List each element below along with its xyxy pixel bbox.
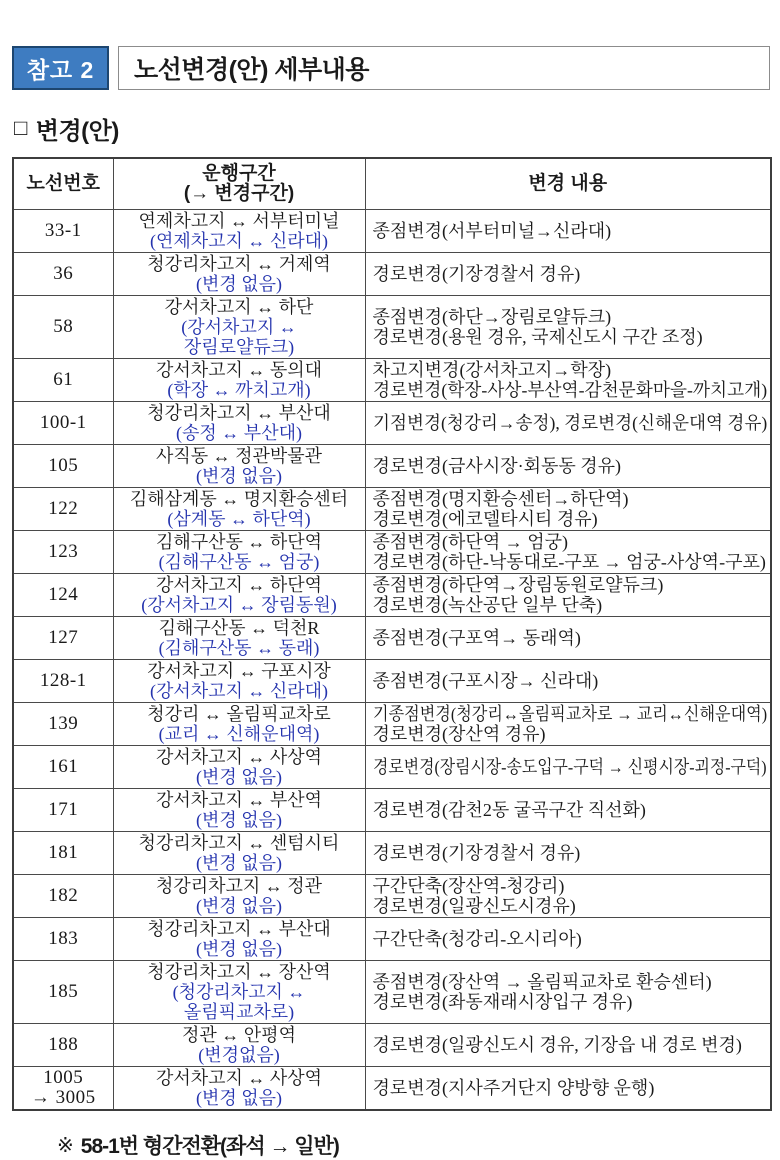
page-header bbox=[12, 46, 770, 90]
route-number: 1005 bbox=[43, 1067, 84, 1088]
changes-cell bbox=[365, 961, 771, 1024]
changes-cell bbox=[365, 789, 771, 832]
route-number: 61 bbox=[53, 369, 74, 390]
original-section: 사직동 ↔ 정관박물관 bbox=[155, 446, 323, 466]
changed-section: (변경없음) bbox=[198, 1045, 280, 1065]
change-item: 구간단축(장산역-청강리) bbox=[372, 876, 565, 896]
route-number: 105 bbox=[48, 455, 79, 476]
original-section: 연제차고지 ↔ 서부터미널 bbox=[138, 211, 340, 231]
original-section: 청강리차고지 ↔ 거제역 bbox=[147, 254, 331, 274]
change-item: 경로변경(일광신도시 경유, 기장읍 내 경로 변경) bbox=[372, 1035, 742, 1055]
change-item: 차고지변경(강서차고지→학장) bbox=[372, 360, 612, 380]
changed-section: (삼계동 ↔ 하단역) bbox=[167, 509, 311, 529]
changes-cell bbox=[365, 1067, 771, 1111]
route-number-cell bbox=[13, 1067, 113, 1111]
route-number-cell bbox=[13, 531, 113, 574]
changed-section: (강서차고지 ↔ 신라대) bbox=[149, 681, 329, 701]
section-cell bbox=[113, 210, 365, 253]
changes-cell bbox=[365, 402, 771, 445]
table-row bbox=[13, 210, 771, 253]
reference-badge-label: 참고 2 bbox=[26, 56, 95, 83]
changed-section: (변경 없음) bbox=[195, 853, 283, 873]
table-row bbox=[13, 660, 771, 703]
reference-mark-icon: ※ bbox=[57, 1134, 73, 1157]
change-item: 기종점변경(청강리↔올림픽교차로 → 교리↔신해운대역) bbox=[372, 704, 767, 724]
changes-cell bbox=[365, 1024, 771, 1067]
changed-section: (변경 없음) bbox=[195, 767, 283, 787]
change-item: 경로변경(감천2동 굴곡구간 직선화) bbox=[372, 800, 646, 820]
changes-cell bbox=[365, 488, 771, 531]
route-number: 58 bbox=[53, 316, 74, 337]
changed-section: (김해구산동 ↔ 엄궁) bbox=[158, 552, 320, 572]
change-item: 경로변경(금사시장·회동동 경유) bbox=[372, 456, 622, 476]
table-row bbox=[13, 1067, 771, 1111]
route-number: 185 bbox=[48, 981, 79, 1002]
changed-section: (김해구산동 ↔ 동래) bbox=[158, 638, 320, 658]
table-row bbox=[13, 918, 771, 961]
original-section: 청강리 ↔ 올림픽교차로 bbox=[147, 704, 331, 724]
table-header-row bbox=[13, 158, 771, 210]
route-number: 123 bbox=[48, 541, 79, 562]
route-number: 161 bbox=[48, 756, 79, 777]
changes-cell bbox=[365, 918, 771, 961]
route-number-cell bbox=[13, 746, 113, 789]
changes-cell bbox=[365, 574, 771, 617]
original-section: 강서차고지 ↔ 하단역 bbox=[155, 575, 323, 595]
route-number: → 3005 bbox=[30, 1087, 96, 1108]
table-row bbox=[13, 875, 771, 918]
table-row bbox=[13, 296, 771, 359]
route-number: 36 bbox=[53, 263, 74, 284]
route-number-cell bbox=[13, 918, 113, 961]
change-item: 종점변경(명지환승센터→하단역) bbox=[372, 489, 629, 509]
col-header-route-number: 노선번호 bbox=[13, 158, 113, 210]
change-item: 경로변경(지사주거단지 양방향 운행) bbox=[372, 1078, 655, 1098]
change-item: 기점변경(청강리→송정), 경로변경(신해운대역 경유) bbox=[372, 413, 767, 433]
route-number: 182 bbox=[48, 885, 79, 906]
route-number: 122 bbox=[48, 498, 79, 519]
table-row bbox=[13, 617, 771, 660]
changes-cell bbox=[365, 703, 771, 746]
changes-cell bbox=[365, 253, 771, 296]
table-row bbox=[13, 574, 771, 617]
changed-section: (교리 ↔ 신해운대역) bbox=[158, 724, 320, 744]
table-row bbox=[13, 445, 771, 488]
table-row bbox=[13, 402, 771, 445]
route-number-cell bbox=[13, 574, 113, 617]
section-cell bbox=[113, 746, 365, 789]
original-section: 김해구산동 ↔ 덕천R bbox=[158, 618, 320, 638]
section-cell bbox=[113, 574, 365, 617]
route-number: 171 bbox=[48, 799, 79, 820]
change-item: 경로변경(좌동재래시장입구 경유) bbox=[372, 992, 633, 1012]
route-number-cell bbox=[13, 789, 113, 832]
change-item: 경로변경(하단-낙동대로-구포 → 엄궁-사상역-구포) bbox=[372, 552, 766, 572]
page-title: 노선변경(안) 세부내용 bbox=[134, 56, 369, 84]
changes-cell bbox=[365, 617, 771, 660]
changed-section: (학장 ↔ 까치고개) bbox=[167, 380, 311, 400]
col-header-changes: 변경 내용 bbox=[365, 158, 771, 210]
table-row bbox=[13, 746, 771, 789]
section-cell bbox=[113, 488, 365, 531]
changed-section: (변경 없음) bbox=[195, 810, 283, 830]
changes-cell bbox=[365, 531, 771, 574]
original-section: 정관 ↔ 안평역 bbox=[182, 1025, 296, 1045]
route-number: 139 bbox=[48, 713, 79, 734]
original-section: 청강리차고지 ↔ 장산역 bbox=[147, 962, 331, 982]
changes-cell bbox=[365, 875, 771, 918]
table-row bbox=[13, 531, 771, 574]
footnote-text: 58-1번 형간전환(좌석 → 일반) bbox=[80, 1135, 339, 1158]
original-section: 김해삼계동 ↔ 명지환승센터 bbox=[129, 489, 349, 509]
changed-section: (강서차고지 ↔ bbox=[181, 317, 297, 337]
route-number-cell bbox=[13, 359, 113, 402]
change-item: 경로변경(일광신도시경유) bbox=[372, 896, 576, 916]
table-row bbox=[13, 789, 771, 832]
section-cell bbox=[113, 789, 365, 832]
change-item: 경로변경(장산역 경유) bbox=[372, 724, 546, 744]
route-number-cell bbox=[13, 617, 113, 660]
changed-section: (변경 없음) bbox=[195, 939, 283, 959]
changed-section: 장림로얄듀크) bbox=[183, 337, 295, 357]
section-cell bbox=[113, 402, 365, 445]
col-header-section-line2: (→ 변경구간) bbox=[183, 183, 295, 204]
section-cell bbox=[113, 531, 365, 574]
changed-section: (청강리차고지 ↔ bbox=[172, 982, 306, 1002]
change-item: 경로변경(에코델타시티 경유) bbox=[372, 509, 598, 529]
reference-badge bbox=[12, 46, 109, 90]
route-number: 33-1 bbox=[44, 220, 82, 241]
change-item: 경로변경(기장경찰서 경유) bbox=[372, 264, 581, 284]
table-row bbox=[13, 703, 771, 746]
original-section: 강서차고지 ↔ 사상역 bbox=[155, 747, 323, 767]
section-heading bbox=[14, 111, 770, 146]
table-body bbox=[13, 210, 771, 1111]
change-item: 경로변경(기장경찰서 경유) bbox=[372, 843, 581, 863]
original-section: 강서차고지 ↔ 하단 bbox=[164, 297, 314, 317]
change-item: 종점변경(하단역→장림동원로얄듀크) bbox=[372, 575, 664, 595]
changed-section: (변경 없음) bbox=[195, 896, 283, 916]
table-row bbox=[13, 488, 771, 531]
changes-cell bbox=[365, 210, 771, 253]
original-section: 강서차고지 ↔ 사상역 bbox=[155, 1068, 323, 1088]
table-row bbox=[13, 832, 771, 875]
route-number: 188 bbox=[48, 1034, 79, 1055]
route-number: 100-1 bbox=[39, 412, 87, 433]
route-number-cell bbox=[13, 961, 113, 1024]
table-row bbox=[13, 961, 771, 1024]
route-number: 127 bbox=[48, 627, 79, 648]
route-number-cell bbox=[13, 660, 113, 703]
changed-section: (연제차고지 ↔ 신라대) bbox=[149, 231, 329, 251]
changed-section: (변경 없음) bbox=[195, 274, 283, 294]
section-cell bbox=[113, 832, 365, 875]
table-header bbox=[13, 158, 771, 210]
section-cell bbox=[113, 253, 365, 296]
change-item: 구간단축(청강리-오시리아) bbox=[372, 929, 582, 949]
section-cell bbox=[113, 1067, 365, 1111]
original-section: 강서차고지 ↔ 동의대 bbox=[155, 360, 323, 380]
route-number-cell bbox=[13, 703, 113, 746]
changes-cell bbox=[365, 660, 771, 703]
route-number-cell bbox=[13, 875, 113, 918]
table-row bbox=[13, 359, 771, 402]
original-section: 청강리차고지 ↔ 센텀시티 bbox=[138, 833, 340, 853]
route-number: 124 bbox=[48, 584, 79, 605]
section-cell bbox=[113, 660, 365, 703]
changed-section: (강서차고지 ↔ 장림동원) bbox=[141, 595, 337, 615]
changes-cell bbox=[365, 445, 771, 488]
original-section: 강서차고지 ↔ 구포시장 bbox=[147, 661, 331, 681]
route-number-cell bbox=[13, 1024, 113, 1067]
square-bullet-icon: □ bbox=[14, 114, 27, 140]
change-item: 경로변경(용원 경유, 국제신도시 구간 조정) bbox=[372, 327, 703, 347]
changes-cell bbox=[365, 296, 771, 359]
section-cell bbox=[113, 918, 365, 961]
col-header-section-line1: 운행구간 bbox=[202, 163, 276, 184]
change-item: 경로변경(장림시장-송도입구-구덕 → 신평시장-괴정-구덕) bbox=[372, 757, 767, 777]
section-cell bbox=[113, 445, 365, 488]
section-cell bbox=[113, 1024, 365, 1067]
original-section: 청강리차고지 ↔ 부산대 bbox=[147, 403, 331, 423]
route-number-cell bbox=[13, 296, 113, 359]
change-item: 종점변경(구포역→ 동래역) bbox=[372, 628, 581, 648]
route-number-cell bbox=[13, 832, 113, 875]
table-row bbox=[13, 253, 771, 296]
section-cell bbox=[113, 875, 365, 918]
section-cell bbox=[113, 961, 365, 1024]
change-item: 종점변경(하단역 → 엄궁) bbox=[372, 532, 568, 552]
changed-section: (송정 ↔ 부산대) bbox=[176, 423, 302, 443]
col-header-section bbox=[113, 158, 365, 210]
section-cell bbox=[113, 359, 365, 402]
footnote bbox=[57, 1130, 770, 1160]
route-number-cell bbox=[13, 488, 113, 531]
route-number-cell bbox=[13, 402, 113, 445]
changes-cell bbox=[365, 359, 771, 402]
original-section: 김해구산동 ↔ 하단역 bbox=[155, 532, 323, 552]
title-box bbox=[118, 46, 770, 90]
changed-section: (변경 없음) bbox=[195, 466, 283, 486]
section-cell bbox=[113, 296, 365, 359]
section-heading-label: 변경(안) bbox=[35, 118, 119, 145]
original-section: 청강리차고지 ↔ 정관 bbox=[155, 876, 323, 896]
change-item: 종점변경(서부터미널→신라대) bbox=[372, 221, 612, 241]
change-item: 경로변경(녹산공단 일부 단축) bbox=[372, 595, 603, 615]
original-section: 강서차고지 ↔ 부산역 bbox=[155, 790, 323, 810]
route-number: 183 bbox=[48, 928, 79, 949]
changed-section: 올림픽교차로) bbox=[183, 1002, 295, 1022]
change-item: 경로변경(학장-사상-부산역-감천문화마을-까치고개) bbox=[372, 380, 767, 400]
change-item: 종점변경(장산역 → 올림픽교차로 환승센터) bbox=[372, 972, 712, 992]
table-row bbox=[13, 1024, 771, 1067]
route-number-cell bbox=[13, 445, 113, 488]
changed-section: (변경 없음) bbox=[195, 1088, 283, 1108]
route-number-cell bbox=[13, 253, 113, 296]
change-item: 종점변경(구포시장→ 신라대) bbox=[372, 671, 599, 691]
changes-cell bbox=[365, 832, 771, 875]
route-number-cell bbox=[13, 210, 113, 253]
section-cell bbox=[113, 703, 365, 746]
route-change-table bbox=[12, 157, 772, 1111]
original-section: 청강리차고지 ↔ 부산대 bbox=[147, 919, 331, 939]
section-cell bbox=[113, 617, 365, 660]
route-number: 128-1 bbox=[39, 670, 87, 691]
changes-cell bbox=[365, 746, 771, 789]
change-item: 종점변경(하단→장림로얄듀크) bbox=[372, 307, 612, 327]
route-number: 181 bbox=[48, 842, 79, 863]
